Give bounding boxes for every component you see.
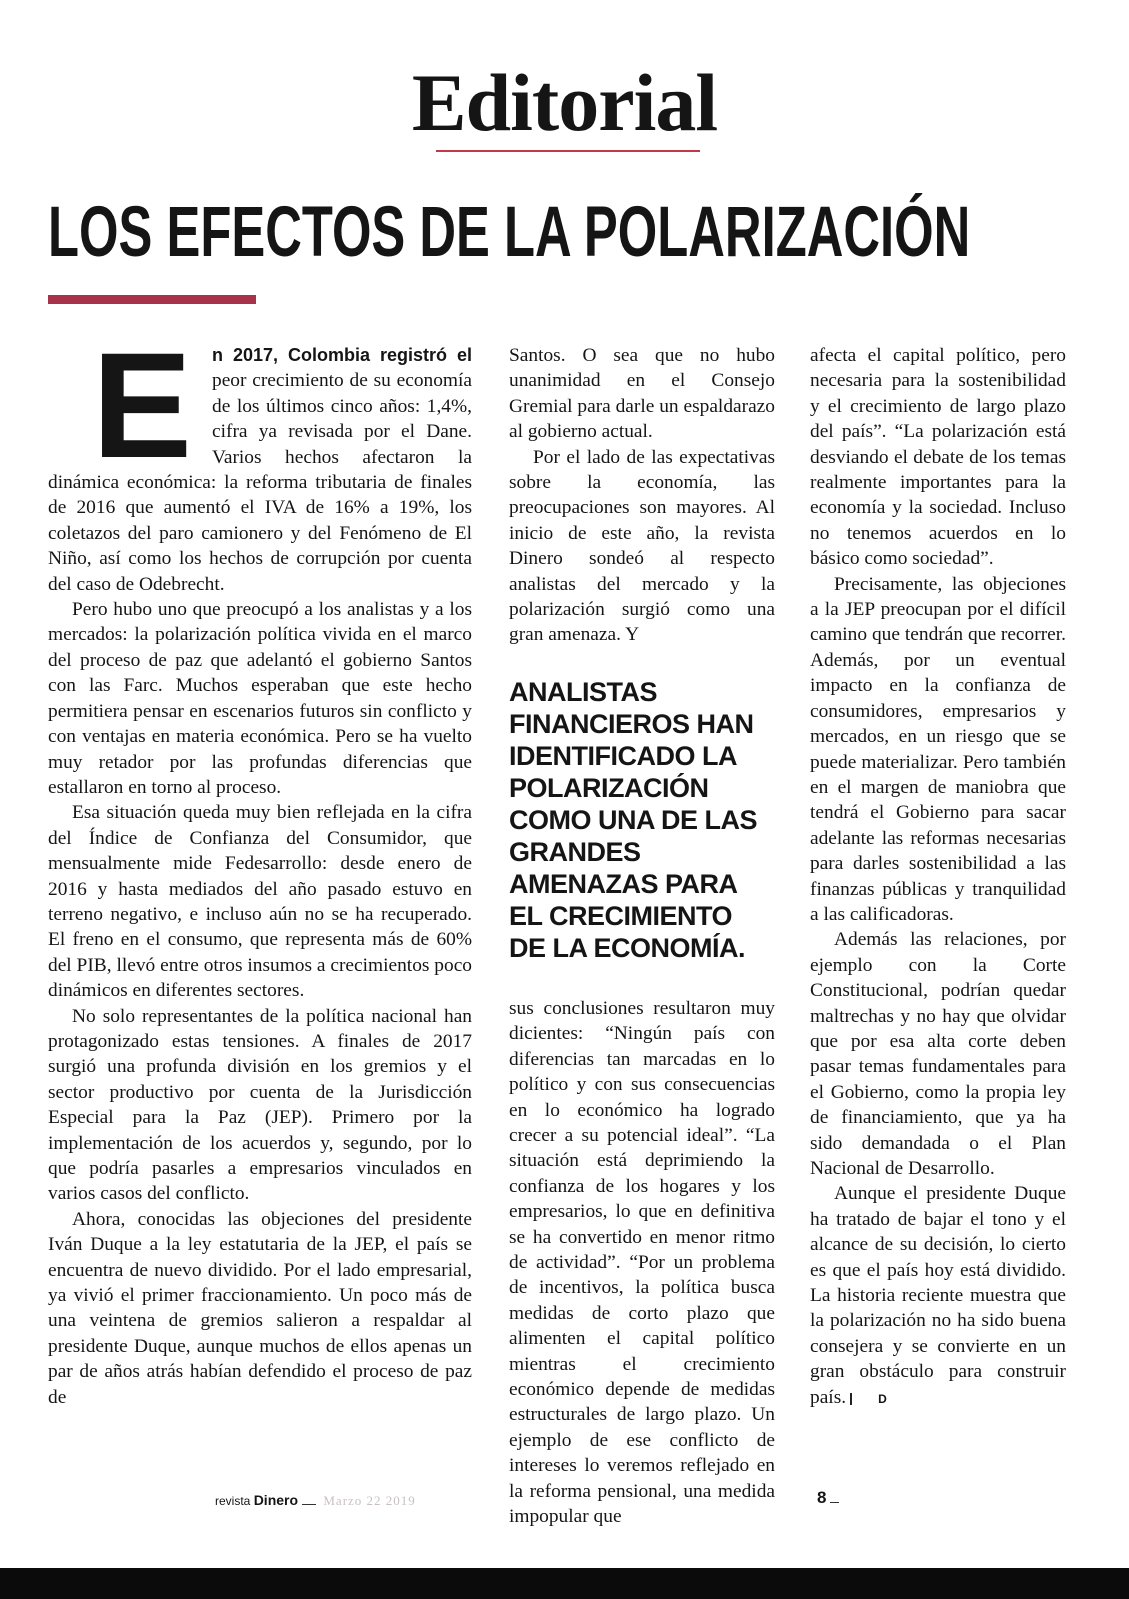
headline: LOS EFECTOS DE LA POLARIZACIÓN [48,193,971,272]
lead-in: n 2017, Colombia registró el [212,345,472,365]
paragraph-4: No solo representantes de la política nacional han protagonizado estas tensiones. A finales de 2017 surgió una profunda división en los gremios y el sector productivo por cuenta de la Jurisdicción Especial para la Paz (JEP). Primero por la implementación de los acuerdos y, segundo, por lo que podría pasarles a empresarios vinculados en varios casos del conflicto. [48,1005,472,1205]
paragraph-3: Esa situación queda muy bien reflejada en la cifra del Índice de Confianza del Consumidor, que mensualmente mide Fedesarrollo: desde enero de 2016 y hasta mediados del año pasado estuvo en terreno negativo, e incluso aún no se ha recuperado. El freno en el consumo, que representa más de 60% del PIB, llevó entre otros insumos a crecimientos poco dinámicos en diferentes sectores. [48,802,472,1002]
paragraph-6: Santos. O sea que no hubo unanimidad en el Consejo Gremial para darle un espaldarazo al gobierno actual. [509,345,775,443]
page-number-block [817,1488,839,1508]
footer-divider [302,1504,316,1505]
section-label: Editorial [411,57,718,148]
paragraph-11: Además las relaciones, por ejemplo con la Corte Constitucional, podrían quedar maltrechas y no hay que olvidar que por esa alta corte deben pasar temas fundamentales para el Gobierno, como la propia ley de financiamiento, que ya ha sido demandada o el Plan Nacional de Desarrollo. [810,929,1066,1179]
paragraph-2: Pero hubo uno que preocupó a los analistas y a los mercados: la polarización política vivida en el marco del proceso de paz que adelantó el gobierno Santos con las Farc. Muchos esperaban que este hecho permitiera pensar en escenarios futuros sin conflicto y con ventajas en materia económica. Pero se ha vuelto muy retador por las profundas diferencias que estallaron en torno al proceso. [48,599,472,798]
section-underline [436,150,700,152]
footer-prefix: revista [215,1494,251,1508]
paragraph-1-text: peor crecimiento de su economía de los últimos cinco años: 1,4%, cifra ya revisada por el Dane. Varios hechos afectaron la dinámica económica: la reforma tributaria de finales de 2016 que aumentó el IVA de 16% a 19%, los coletazos del paro camionero y del Fenómeno de El Niño, así como los hechos de corrupción por cuenta del caso de Odebrecht. [48,370,472,595]
paragraph-7: Por el lado de las expectativas sobre la economía, las preocupaciones son mayores. Al inicio de este año, la revista Dinero sondeó al respecto analistas del mercado y la polarización surgió como una gran amenaza. Y [509,446,775,646]
footer [215,1492,416,1509]
footer-date: Marzo 22 2019 [323,1493,416,1508]
column-2 [509,343,775,1529]
scan-bottom-band [0,1568,1129,1599]
page-number: 8 [817,1488,827,1507]
paragraph-9: afecta el capital político, pero necesaria para la sostenibilidad y el crecimiento de largo plazo del país”. “La polarización está desviando el debate de los temas realmente importantes para la economía y la sociedad. Incluso no tenemos acuerdos en lo básico como sociedad”. [810,345,1066,570]
end-mark-icon: D [850,1393,887,1405]
paragraph-10: Precisamente, las objeciones a la JEP preocupan por el difícil camino que tendrán que recorrer. Además, por un eventual impacto en la confianza de consumidores, empresarios y mercados, en un riesgo que se puede materializar. Pero también en el margen de maniobra que tendrá el Gobierno para sacar adelante las reformas necesarias para darles sostenibilidad a las finanzas públicas y tranquilidad a las calificadoras. [810,573,1066,925]
column-3 [810,343,1066,1410]
paragraph-8: sus conclusiones resultaron muy dicientes: “Ningún país con diferencias tan marcadas en lo político y con sus consecuencias en lo económico ha logrado crecer a su potencial ideal”. “La situación está deprimiendo la confianza de los hogares y los empresarios, lo que en definitiva se ha convertido en menor ritmo de actividad”. “Por un problema de incentivos, la política busca medidas de corto plazo que alimenten el capital político mientras el crecimiento económico depende de medidas estructurales de largo plazo. Un ejemplo de ese conflicto de intereses lo veremos reflejado en la reforma pensional, una medida impopular que [509,997,775,1527]
column-1 [48,321,472,1410]
footer-brand: Dinero [253,1492,299,1508]
headline-accent-bar [48,295,256,304]
paragraph-5: Ahora, conocidas las objeciones del presidente Iván Duque a la ley estatutaria de la JEP, el país se encuentra de nuevo dividido. Por el lado empresarial, ya vivió el primer fraccionamiento. Un poco más de una veintena de gremios salieron a respaldar al presidente Duque, aunque muchos de ellos apenas un par de años atrás habían defendido el proceso de paz de [48,1208,472,1408]
page-number-divider [830,1502,839,1503]
drop-cap: E [92,321,193,489]
pull-quote: ANALISTAS FINANCIEROS HAN IDENTIFICADO LA POLARIZACIÓN COMO UNA DE LAS GRANDES AMENAZAS PARA EL CRECIMIENTO DE LA ECONOMÍA. [509,676,757,963]
paragraph-12-text: Aunque el presidente Duque ha tratado de bajar el tono y el alcance de su decisión, lo cierto es que el país hoy está dividido. La historia reciente muestra que la polarización no ha sido buena consejera y se convierte en un gran obstáculo para construir país. [810,1183,1066,1408]
paragraph-12 [810,1181,1066,1410]
